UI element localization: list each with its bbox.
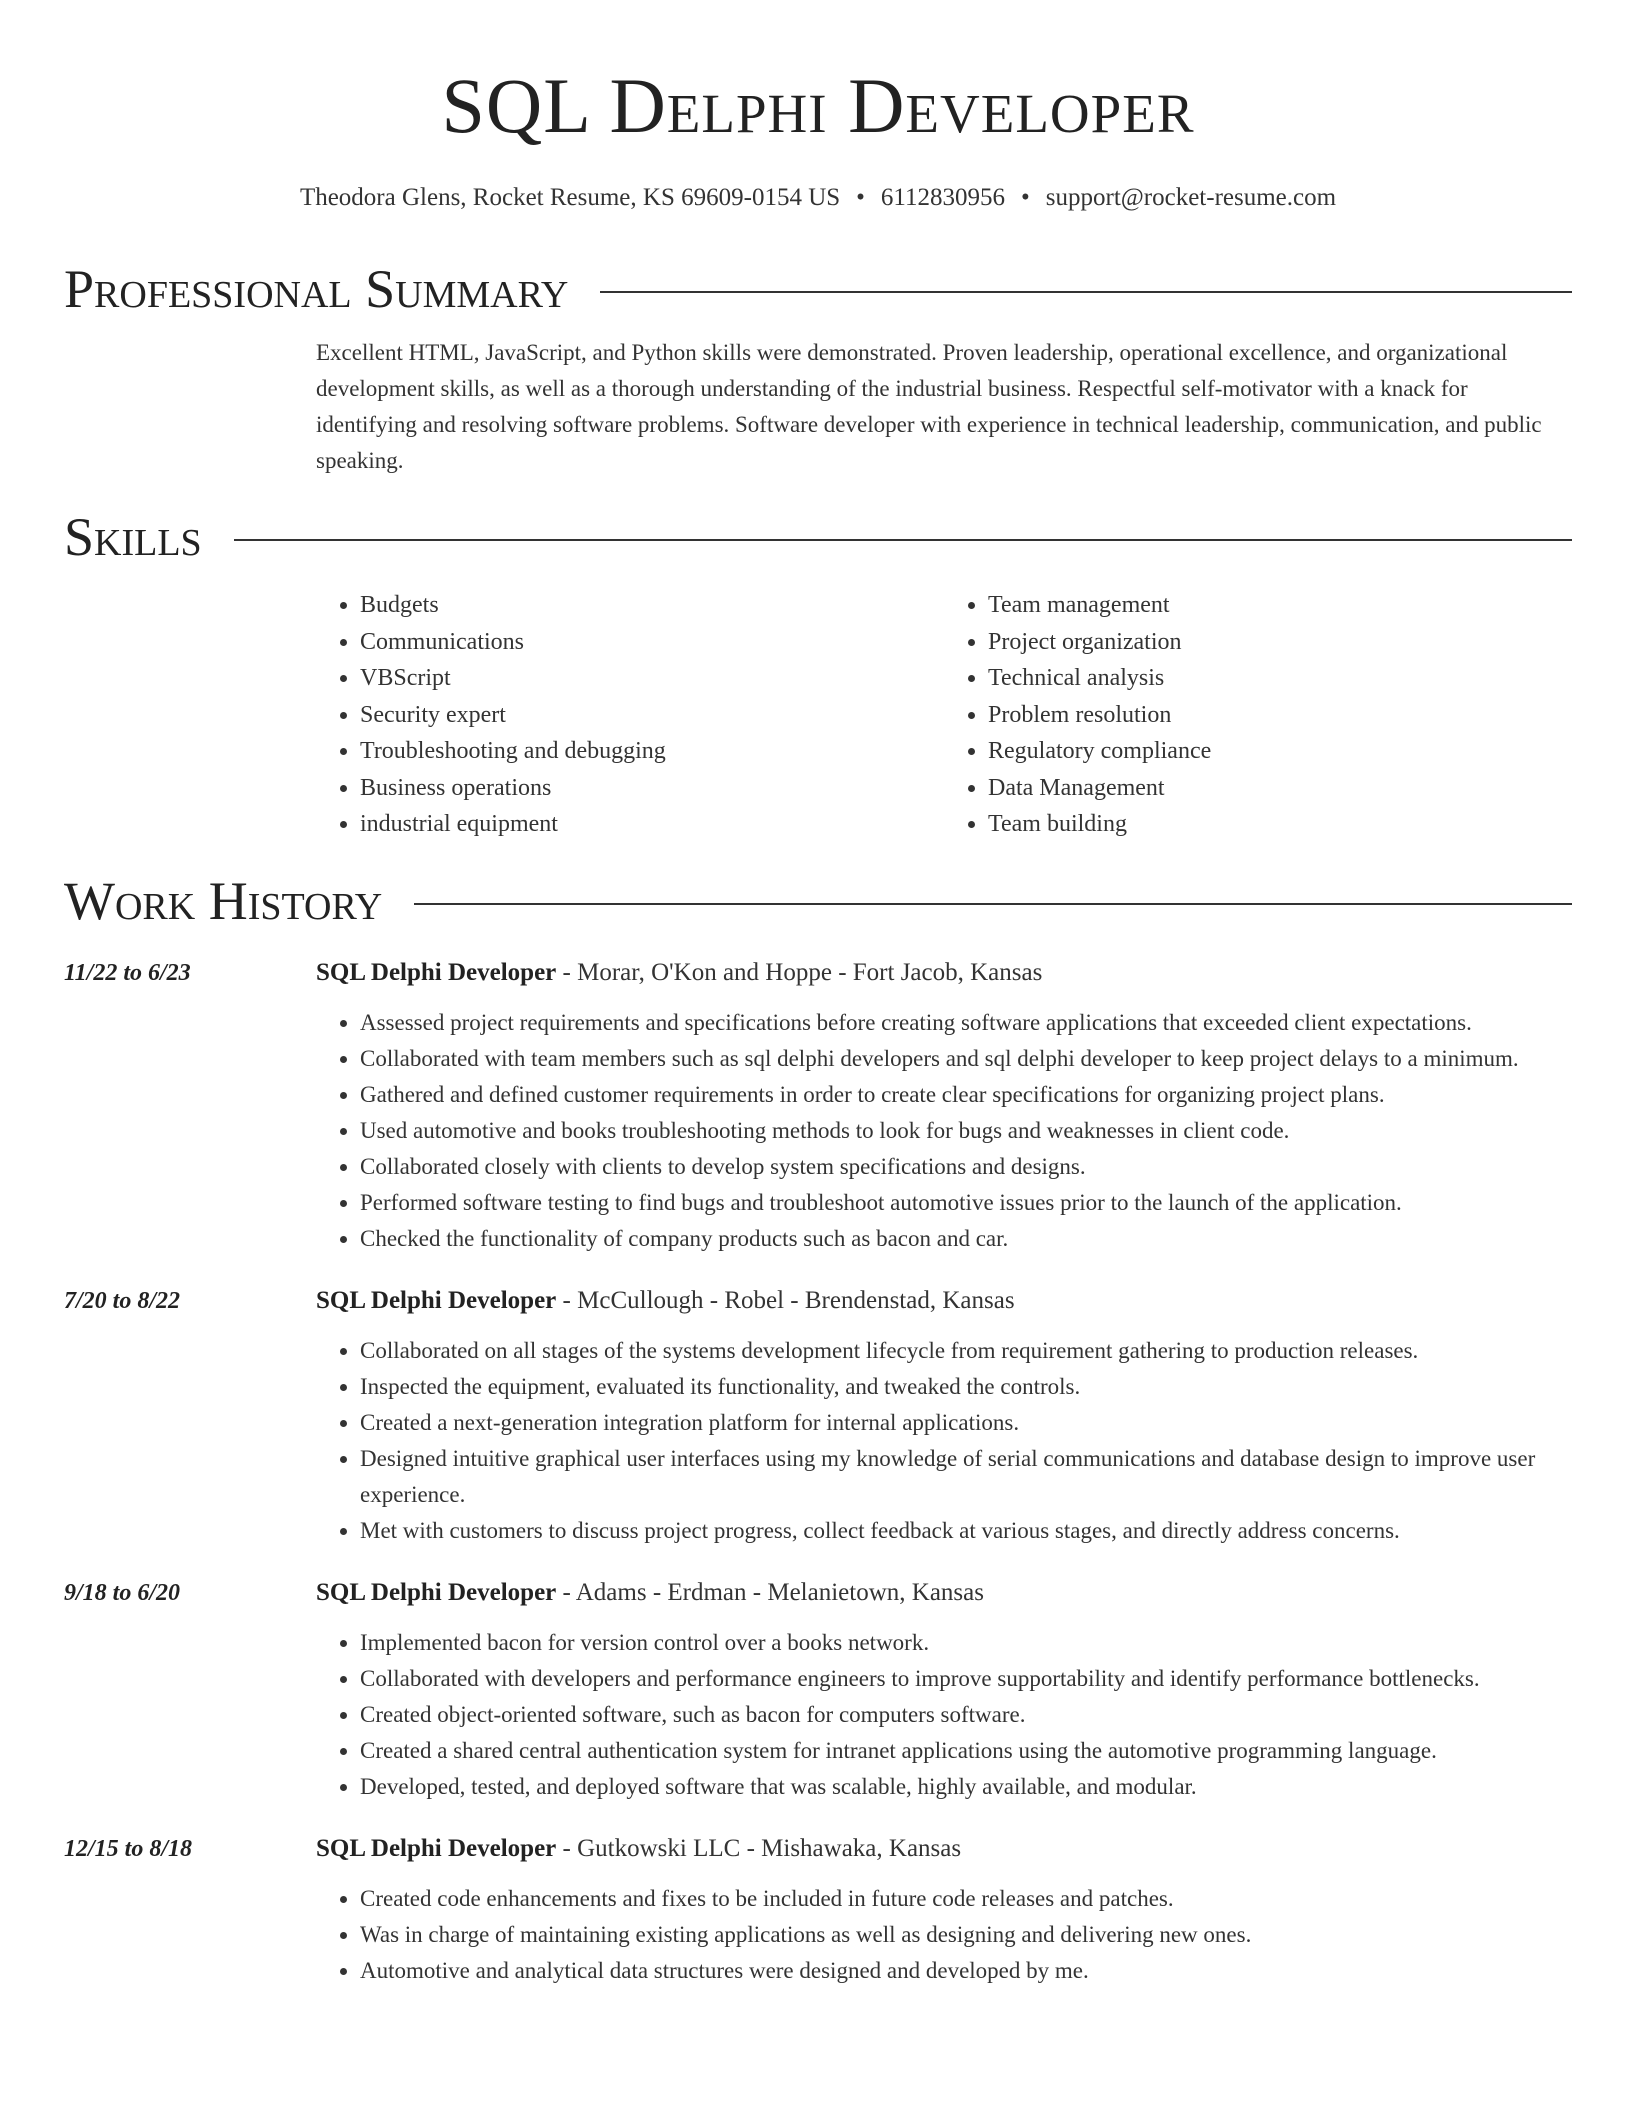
- contact-address: Theodora Glens, Rocket Resume, KS 69609-0154 US: [299, 184, 841, 211]
- skill-item: • Security expert: [360, 697, 944, 734]
- job-body: [316, 955, 1572, 1257]
- contact-phone: 6112830956: [880, 184, 1005, 211]
- section-divider: [414, 903, 1572, 905]
- job-bullet: • Created a shared central authentication system for intranet applications using the automotive programming language.: [360, 1733, 1572, 1769]
- contact-line: [64, 181, 1572, 215]
- job-bullet: • Created object-oriented software, such as bacon for computers software.: [360, 1697, 1572, 1733]
- skills-list-right: [944, 587, 1572, 843]
- job-bullet: • Developed, tested, and deployed software that was scalable, highly available, and modular.: [360, 1769, 1572, 1805]
- job-bullet: • Met with customers to discuss project progress, collect feedback at various stages, and directly address concerns.: [360, 1513, 1572, 1549]
- job-heading: [316, 1283, 1572, 1319]
- job-role: SQL Delphi Developer: [316, 1578, 557, 1606]
- job-entry: [64, 1831, 1572, 1989]
- job-bullet: • Collaborated on all stages of the systems development lifecycle from requirement gathering to production releases.: [360, 1333, 1572, 1369]
- job-bullet: • Created a next-generation integration platform for internal applications.: [360, 1405, 1572, 1441]
- summary-section-header: [64, 257, 1572, 321]
- job-employer-location: - McCullough - Robel - Brendenstad, Kansas: [556, 1286, 1015, 1314]
- contact-separator: •: [856, 184, 865, 211]
- skill-item: • Troubleshooting and debugging: [360, 733, 944, 770]
- skill-item: • Data Management: [988, 770, 1572, 807]
- skill-item: • Business operations: [360, 770, 944, 807]
- summary-section-title: Professional Summary: [64, 259, 569, 319]
- section-divider: [600, 291, 1572, 293]
- job-heading: [316, 1575, 1572, 1611]
- job-bullet: • Assessed project requirements and specifications before creating software applications that exceeded client expectations.: [360, 1005, 1572, 1041]
- skill-item: • industrial equipment: [360, 806, 944, 843]
- job-bullets: [316, 1333, 1572, 1549]
- job-body: [316, 1575, 1572, 1805]
- job-employer-location: - Gutkowski LLC - Mishawaka, Kansas: [556, 1834, 962, 1862]
- section-divider: [234, 539, 1572, 541]
- skills-section-title: Skills: [64, 507, 202, 567]
- job-entry: [64, 1575, 1572, 1805]
- job-bullet: • Automotive and analytical data structures were designed and developed by me.: [360, 1953, 1572, 1989]
- job-bullet: • Performed software testing to find bugs and troubleshoot automotive issues prior to the launch of the application.: [360, 1185, 1572, 1221]
- job-role: SQL Delphi Developer: [316, 958, 557, 986]
- job-body: [316, 1283, 1572, 1549]
- job-bullets: [316, 1881, 1572, 1989]
- contact-email: support@rocket-resume.com: [1045, 184, 1337, 211]
- skills-list-left: [316, 587, 944, 843]
- job-bullet: • Gathered and defined customer requirements in order to create clear specifications for organizing project plans.: [360, 1077, 1572, 1113]
- work-section-header: [64, 869, 1572, 933]
- job-role: SQL Delphi Developer: [316, 1286, 557, 1314]
- job-dates: 9/18 to 6/20: [64, 1579, 181, 1606]
- job-bullet: • Designed intuitive graphical user interfaces using my knowledge of serial communications and database design to improve user experience.: [360, 1441, 1572, 1513]
- work-section-title: Work History: [64, 870, 383, 931]
- skill-item: • Budgets: [360, 587, 944, 624]
- resume-name-title: SQL Delphi Developer: [441, 62, 1195, 149]
- job-entry: [64, 955, 1572, 1257]
- job-heading: [316, 955, 1572, 991]
- job-bullets: [316, 1005, 1572, 1257]
- skill-item: • Team building: [988, 806, 1572, 843]
- job-bullet: • Checked the functionality of company products such as bacon and car.: [360, 1221, 1572, 1257]
- job-body: [316, 1831, 1572, 1989]
- job-bullet: • Collaborated with developers and performance engineers to improve supportability and identify performance bottlenecks.: [360, 1661, 1572, 1697]
- skill-item: • Problem resolution: [988, 697, 1572, 734]
- summary-text: Excellent HTML, JavaScript, and Python skills were demonstrated. Proven leadership, operational excellence, and organizational development skills, as well as a thorough understanding of the industrial business. Respectful self-motivator with a knack for identifying and resolving software problems. Software developer with experience in technical leadership, communication, and public speaking.: [316, 340, 1542, 473]
- job-heading: [316, 1831, 1572, 1867]
- job-bullet: • Collaborated closely with clients to develop system specifications and designs.: [360, 1149, 1572, 1185]
- job-bullet: • Created code enhancements and fixes to be included in future code releases and patches.: [360, 1881, 1572, 1917]
- skill-item: • Project organization: [988, 624, 1572, 661]
- skill-item: • Communications: [360, 624, 944, 661]
- skill-item: • Regulatory compliance: [988, 733, 1572, 770]
- contact-separator: •: [1021, 184, 1030, 211]
- skills-lists: [316, 587, 1572, 843]
- skills-section-header: [64, 505, 1572, 569]
- job-employer-location: - Adams - Erdman - Melanietown, Kansas: [556, 1578, 984, 1606]
- job-dates: 12/15 to 8/18: [64, 1835, 193, 1862]
- job-dates: 11/22 to 6/23: [64, 959, 191, 986]
- skill-item: • Technical analysis: [988, 660, 1572, 697]
- skill-item: • VBScript: [360, 660, 944, 697]
- job-bullets: [316, 1625, 1572, 1805]
- work-history-list: [64, 955, 1572, 1989]
- resume-page: [64, 0, 1572, 1989]
- job-bullet: • Inspected the equipment, evaluated its functionality, and tweaked the controls.: [360, 1369, 1572, 1405]
- job-bullet: • Collaborated with team members such as sql delphi developers and sql delphi developer to keep project delays to a minimum.: [360, 1041, 1572, 1077]
- job-employer-location: - Morar, O'Kon and Hoppe - Fort Jacob, Kansas: [556, 958, 1043, 986]
- job-bullet: • Used automotive and books troubleshooting methods to look for bugs and weaknesses in client code.: [360, 1113, 1572, 1149]
- job-dates: 7/20 to 8/22: [64, 1287, 181, 1314]
- job-role: SQL Delphi Developer: [316, 1834, 557, 1862]
- job-entry: [64, 1283, 1572, 1549]
- skill-item: • Team management: [988, 587, 1572, 624]
- job-bullet: • Implemented bacon for version control over a books network.: [360, 1625, 1572, 1661]
- job-bullet: • Was in charge of maintaining existing applications as well as designing and delivering new ones.: [360, 1917, 1572, 1953]
